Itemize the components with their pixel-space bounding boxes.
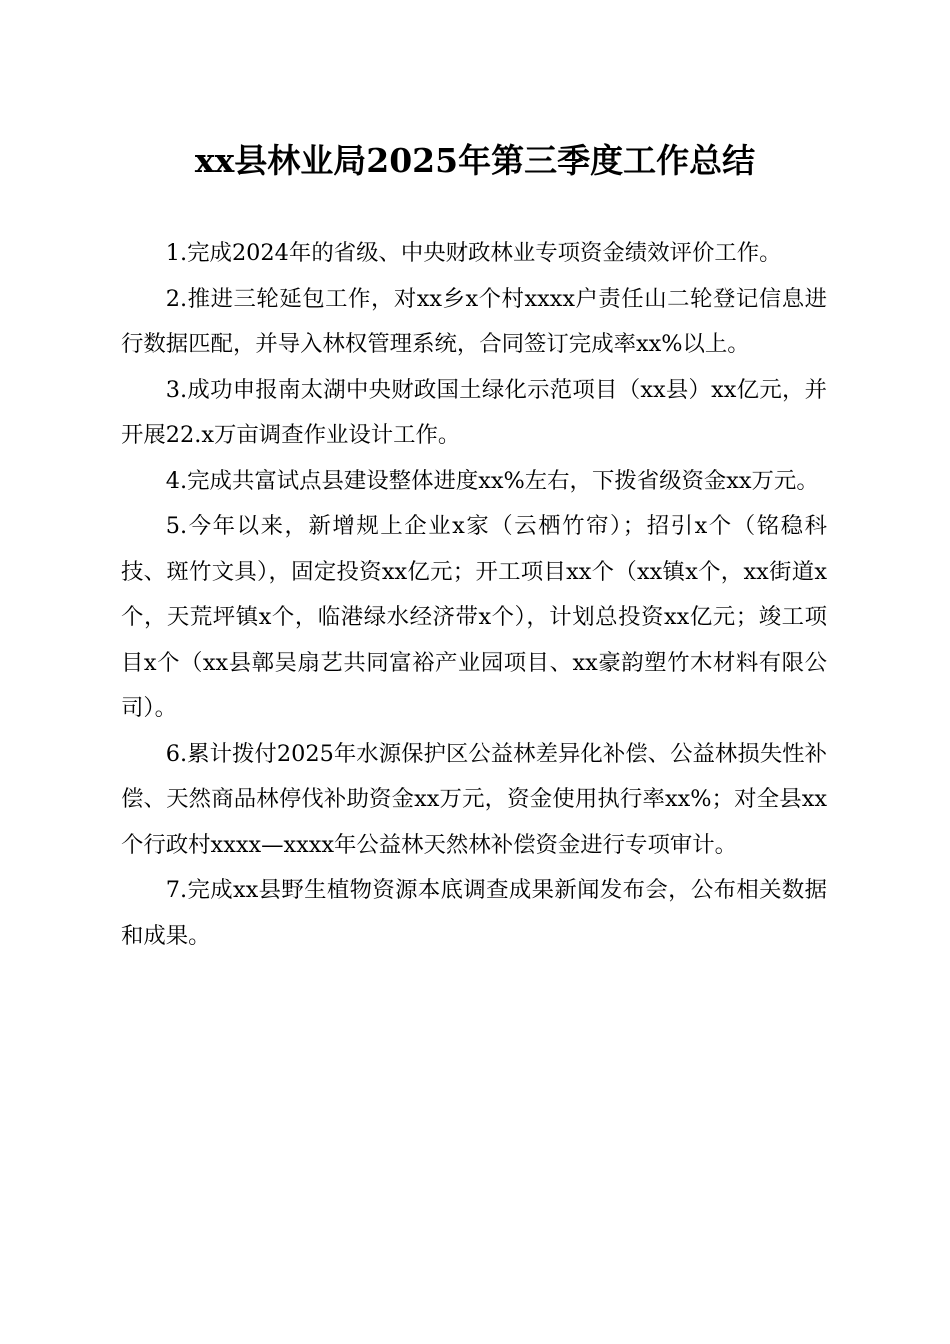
- paragraph-3: 3.成功申报南太湖中央财政国土绿化示范项目（xx县）xx亿元，并开展22.x万亩调查作业设计工作。: [121, 376, 827, 448]
- paragraph-1: 1.完成2024年的省级、中央财政林业专项资金绩效评价工作。: [165, 240, 782, 266]
- paragraph-5: 5.今年以来，新增规上企业x家（云栖竹帘）；招引x个（铭稳科技、斑竹文具），固定投资xx亿元；开工项目xx个（xx镇x个，xx街道x个，天荒坪镇x个，临港绿水经济带x个），计划总投资xx亿元；竣工项目x个（xx县鄣吴扇艺共同富裕产业园项目、xx豪韵塑竹木材料有限公司）。: [121, 513, 827, 721]
- document-body: [121, 231, 827, 959]
- paragraph-7: 7.完成xx县野生植物资源本底调查成果新闻发布会，公布相关数据和成果。: [121, 877, 827, 949]
- paragraph-2: 2.推进三轮延包工作，对xx乡x个村xxxx户责任山二轮登记信息进行数据匹配，并导入林权管理系统，合同签订完成率xx%以上。: [121, 285, 827, 357]
- document-title: xx县林业局2025年第三季度工作总结: [194, 141, 756, 180]
- paragraph-6: 6.累计拨付2025年水源保护区公益林差异化补偿、公益林损失性补偿、天然商品林停伐补助资金xx万元，资金使用执行率xx%；对全县xx个行政村xxxx—xxxx年公益林天然林补偿资金进行专项审计。: [121, 740, 827, 858]
- paragraph-4: 4.完成共富试点县建设整体进度xx%左右，下拨省级资金xx万元。: [165, 467, 819, 494]
